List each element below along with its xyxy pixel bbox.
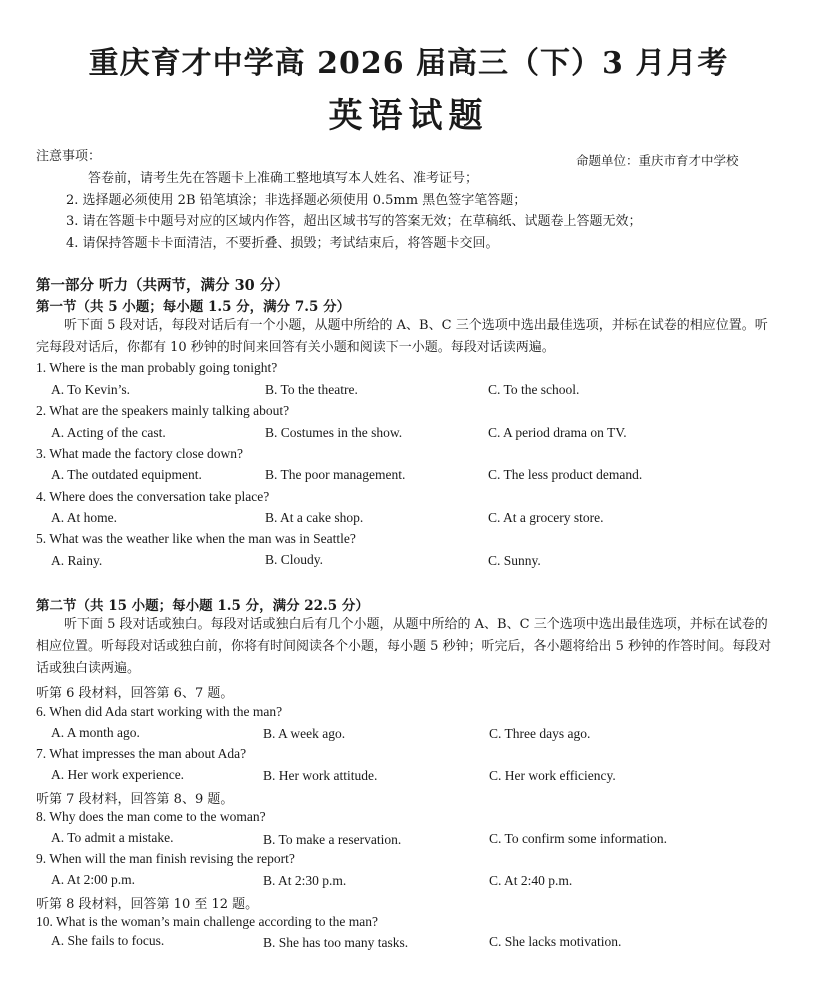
material-label: 听第 8 段材料，回答第 10 至 12 题。 bbox=[36, 897, 259, 912]
option-c: C. She lacks motivation. bbox=[489, 934, 622, 949]
notice-item: 答卷前，请考生先在答题卡上准确工整地填写本人姓名、准考证号； bbox=[88, 171, 479, 186]
option-c: C. At 2:40 p.m. bbox=[489, 873, 573, 888]
material-label: 听第 6 段材料，回答第 6、7 题。 bbox=[36, 686, 234, 701]
option-c: C. To the school. bbox=[488, 382, 580, 397]
option-b: B. To the theatre. bbox=[265, 382, 358, 397]
option-a: A. Rainy. bbox=[51, 553, 103, 568]
material-label: 听第 7 段材料，回答第 8、9 题。 bbox=[36, 792, 234, 807]
section-instructions: 听下面 5 段对话或独白。每段对话或独白后有几个小题，从题中所给的 A、B、C 三个选项中选出最佳选项，并标在试卷的相应位置。听每段对话或独白前，你将有时间阅读各个小题，每小题 5 秒钟；听完后，各小题将给出 5 秒钟的作答时间。每段对话或独白读两遍。 bbox=[36, 617, 772, 676]
option-b: B. Costumes in the show. bbox=[265, 425, 403, 440]
question-stem: 1. Where is the man probably going tonight? bbox=[36, 360, 278, 375]
option-a: A. Acting of the cast. bbox=[51, 425, 166, 440]
option-a: A. To Kevin’s. bbox=[51, 382, 131, 397]
section-instructions: 听下面 5 段对话，每段对话后有一个小题，从题中所给的 A、B、C 三个选项中选出最佳选项，并标在试卷的相应位置。听完每段对话后，你都有 10 秒钟的时间来回答有关小题和阅读下一小题。每段对话读两遍。 bbox=[36, 318, 768, 355]
option-c: C. Sunny. bbox=[488, 553, 541, 568]
option-b: B. A week ago. bbox=[263, 726, 346, 741]
notice-item: 2. 选择题必须使用 2B 铅笔填涂；非选择题必须使用 0.5mm 黑色签字笔答题； bbox=[66, 193, 527, 208]
option-b: B. At 2:30 p.m. bbox=[263, 873, 347, 888]
option-b: B. To make a reservation. bbox=[263, 832, 402, 847]
question-stem: 7. What impresses the man about Ada? bbox=[36, 746, 247, 761]
section-heading: 第二节（共 15 小题；每小题 1.5 分，满分 22.5 分） bbox=[36, 598, 369, 614]
question-stem: 10. What is the woman’s main challenge according to the man? bbox=[36, 914, 379, 929]
option-c: C. Three days ago. bbox=[489, 726, 591, 741]
notice-heading: 注意事项： bbox=[36, 149, 102, 164]
question-stem: 9. When will the man finish revising the report? bbox=[36, 851, 295, 866]
notice-item: 3. 请在答题卡中题号对应的区域内作答，超出区域书写的答案无效；在草稿纸、试题卷上答题无效； bbox=[66, 214, 642, 229]
option-a: A. The outdated equipment. bbox=[51, 467, 202, 482]
question-stem: 6. When did Ada start working with the man? bbox=[36, 704, 283, 719]
option-a: A. Her work experience. bbox=[51, 767, 185, 782]
question-stem: 4. Where does the conversation take place? bbox=[36, 489, 270, 504]
option-b: B. She has too many tasks. bbox=[263, 935, 409, 950]
question-stem: 5. What was the weather like when the man was in Seattle? bbox=[36, 531, 356, 546]
option-a: A. To admit a mistake. bbox=[51, 830, 174, 845]
option-b: B. At a cake shop. bbox=[265, 510, 364, 525]
exam-subject: 英语试题 bbox=[328, 96, 489, 136]
notice-item: 4. 请保持答题卡卡面清洁，不要折叠、损毁；考试结束后，将答题卡交回。 bbox=[66, 236, 499, 251]
option-c: C. At a grocery store. bbox=[488, 510, 604, 525]
option-c: C. Her work efficiency. bbox=[489, 768, 616, 783]
option-a: A. At 2:00 p.m. bbox=[51, 872, 136, 887]
author-unit: 命题单位：重庆市育才中学校 bbox=[576, 153, 739, 168]
question-stem: 3. What made the factory close down? bbox=[36, 446, 244, 461]
option-a: A. A month ago. bbox=[51, 725, 140, 740]
option-b: B. Cloudy. bbox=[265, 552, 324, 567]
part-heading: 第一部分 听力（共两节，满分 30 分） bbox=[36, 277, 289, 294]
option-c: C. A period drama on TV. bbox=[488, 425, 627, 440]
option-b: B. The poor management. bbox=[265, 467, 406, 482]
option-c: C. To confirm some information. bbox=[489, 831, 668, 846]
section-heading: 第一节（共 5 小题；每小题 1.5 分，满分 7.5 分） bbox=[36, 299, 351, 315]
option-c: C. The less product demand. bbox=[488, 467, 643, 482]
option-a: A. At home. bbox=[51, 510, 117, 525]
option-b: B. Her work attitude. bbox=[263, 768, 378, 783]
question-stem: 2. What are the speakers mainly talking about? bbox=[36, 403, 290, 418]
question-stem: 8. Why does the man come to the woman? bbox=[36, 809, 266, 824]
option-a: A. She fails to focus. bbox=[51, 933, 165, 948]
exam-title: 重庆育才中学高 2026 届高三（下）3 月月考 bbox=[88, 46, 729, 81]
